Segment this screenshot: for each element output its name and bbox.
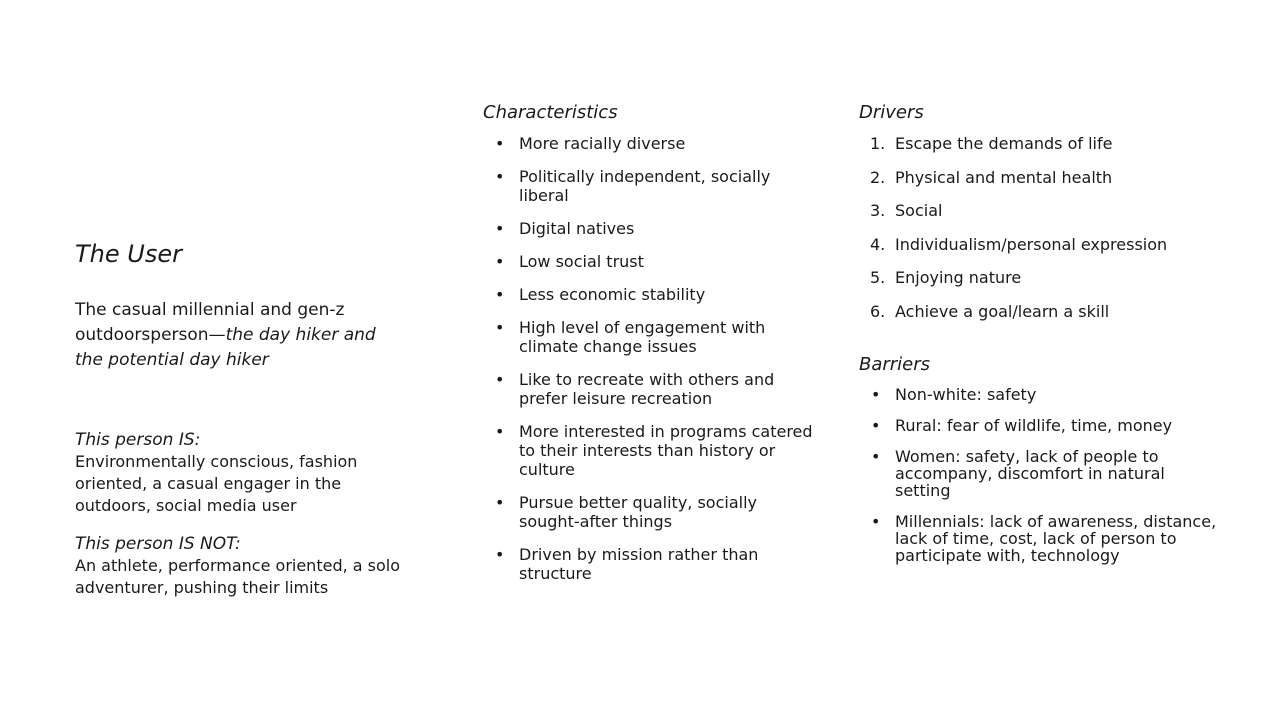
barriers-heading: Barriers — [859, 353, 931, 375]
driver-number: 6. — [870, 301, 886, 321]
driver-text: Physical and mental health — [895, 167, 1113, 187]
driver-item — [870, 268, 1219, 288]
driver-item — [870, 201, 1219, 221]
drivers-heading: Drivers — [859, 102, 924, 123]
user-description-plain: The casual millennial and gen-z outdoorsperson— — [75, 300, 345, 345]
is-not-heading: This person IS NOT: — [75, 534, 241, 554]
driver-text: Achieve a goal/learn a skill — [895, 301, 1110, 321]
is-text: Environmentally conscious, fashion oriented, a casual engager in the outdoors, social media user — [75, 452, 358, 515]
driver-item — [870, 134, 1219, 154]
characteristics-list — [483, 134, 813, 583]
driver-number: 2. — [870, 167, 886, 187]
characteristic-item: • Pursue better quality, socially sought-after things — [519, 493, 813, 531]
driver-item — [870, 167, 1219, 188]
barrier-item: • Non-white: safety — [895, 386, 1219, 403]
user-description — [75, 298, 405, 373]
is-heading: This person IS: — [75, 430, 201, 450]
characteristics-heading: Characteristics — [483, 102, 618, 123]
characteristic-item: • Politically independent, socially liberal — [519, 167, 813, 205]
driver-item — [870, 301, 1219, 322]
driver-number: 5. — [870, 268, 886, 287]
driver-text: Escape the demands of life — [895, 134, 1113, 153]
user-description-italic: the day hiker and the potential day hiker — [75, 325, 376, 370]
driver-item — [870, 234, 1219, 255]
characteristic-item: • Like to recreate with others and prefer leisure recreation — [519, 370, 813, 408]
characteristic-item: • Digital natives — [519, 219, 813, 238]
user-title: The User — [75, 240, 182, 268]
driver-number: 4. — [870, 234, 886, 254]
driver-text: Social — [895, 201, 943, 220]
characteristics-panel — [483, 100, 813, 597]
driver-text: Enjoying nature — [895, 268, 1022, 287]
characteristic-item: • Driven by mission rather than structure — [519, 545, 813, 583]
drivers-barriers-panel — [859, 100, 1219, 578]
user-panel — [75, 240, 405, 615]
characteristic-item: • Low social trust — [519, 252, 813, 271]
is-not-text: An athlete, performance oriented, a solo adventurer, pushing their limits — [75, 556, 401, 597]
barrier-item: • Women: safety, lack of people to accompany, discomfort in natural setting — [895, 448, 1219, 499]
barriers-list — [859, 386, 1219, 564]
barrier-item: • Millennials: lack of awareness, distance, lack of time, cost, lack of person to participate with, technology — [895, 513, 1219, 564]
characteristic-item: • Less economic stability — [519, 285, 813, 304]
characteristic-item: • More interested in programs catered to their interests than history or culture — [519, 422, 813, 479]
driver-number: 3. — [870, 201, 886, 220]
driver-text: Individualism/personal expression — [895, 234, 1168, 254]
driver-number: 1. — [870, 134, 886, 153]
characteristic-item: • More racially diverse — [519, 134, 813, 153]
characteristic-item: • High level of engagement with climate change issues — [519, 318, 813, 356]
barrier-item: • Rural: fear of wildlife, time, money — [895, 417, 1219, 434]
drivers-list — [859, 134, 1219, 322]
